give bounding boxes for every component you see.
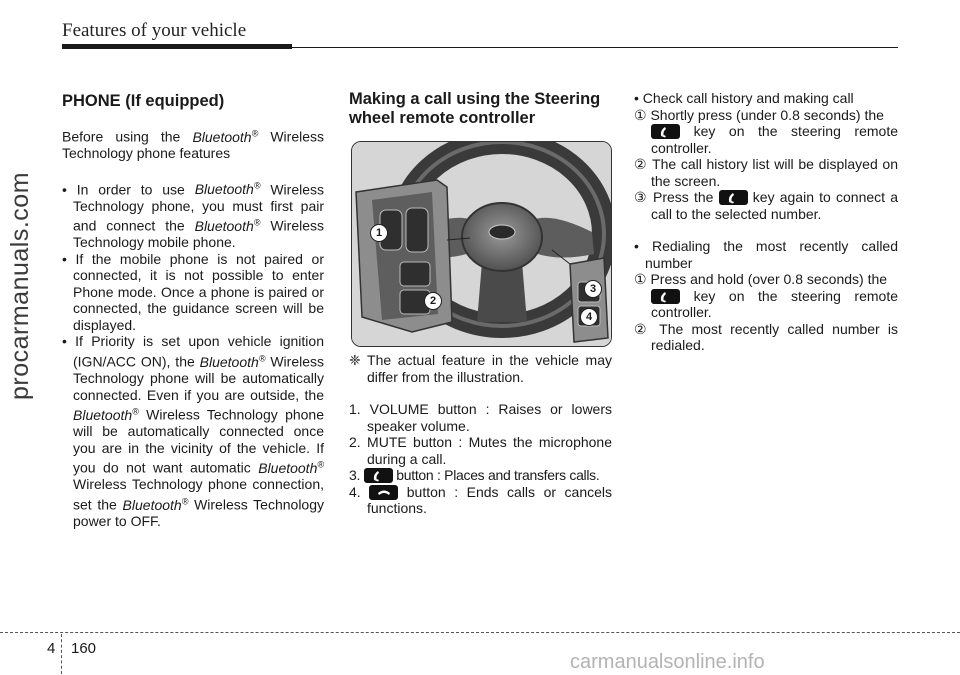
column-phone xyxy=(62,90,324,530)
step-press-hold: ① Press and hold (over 0.8 seconds) the key on the steering remote controller. xyxy=(634,271,898,320)
call-key-icon xyxy=(651,124,680,139)
side-watermark: procarmanuals.com xyxy=(6,171,34,400)
item-call: 3. button : Places and transfers calls. xyxy=(349,467,600,483)
header-rule-thick xyxy=(62,44,292,49)
steering-wheel-illustration xyxy=(351,141,612,347)
callout-3: 3 xyxy=(584,280,602,298)
bullet-pair-phone: • In order to use Bluetooth® Wireless Technology phone, you must first pair and connect the Bluetooth® Wireless Technology mobile phone. xyxy=(62,180,325,251)
bullet-priority: • If Priority is set upon vehicle ignition (IGN/ACC ON), the Bluetooth® Wireless Technology phone will be automatically connected. Even if you are outside, the Bluetooth® Wireless Technology phone will be automatically connected once you are in the vicinity of the vehicle. If you do not want automatic Bluetooth® Wireless Technology phone connection, set the Bluetooth® Wireless Technology power to OFF. xyxy=(62,333,325,530)
bottom-watermark: carmanualsonline.info xyxy=(570,651,765,673)
call-key-icon-2 xyxy=(719,190,748,205)
call-key-icon-3 xyxy=(651,289,680,304)
callout-4: 4 xyxy=(580,308,598,326)
column-steering-controls xyxy=(349,90,612,142)
callout-2: 2 xyxy=(424,292,442,310)
item-volume: 1. VOLUME button : Raises or lowers speaker volume. xyxy=(349,401,612,434)
page-header-title: Features of your vehicle xyxy=(62,20,247,41)
bullet-not-paired: • If the mobile phone is not paired or connected, it is not possible to enter Phone mode. Once a phone is paired or connected, the guidance screen will be displayed. xyxy=(62,250,324,333)
item-mute: 2. MUTE button : Mutes the microphone during a call. xyxy=(349,434,612,467)
item-end: 4. button : Ends calls or cancels functions. xyxy=(349,483,613,516)
footer-rule xyxy=(0,632,960,633)
step-redialed: ② The most recently called number is redialed. xyxy=(634,320,898,353)
call-icon xyxy=(364,468,393,483)
intro-paragraph: Before using the Bluetooth® Wireless Technology phone features xyxy=(62,128,325,162)
column-call-history xyxy=(634,90,898,354)
section-title-steering: Making a call using the Steering wheel remote controller xyxy=(349,90,601,127)
step-short-press: ① Shortly press (under 0.8 seconds) the key on the steering remote controller. xyxy=(634,106,898,156)
heading-call-history: • Check call history and making call xyxy=(634,90,854,106)
step-history-list: ② The call history list will be displayed on the screen. xyxy=(634,156,898,189)
footer-divider xyxy=(61,634,62,674)
section-title-phone: PHONE (If equipped) xyxy=(62,92,225,110)
illustration-note: ❈ The actual feature in the vehicle may differ from the illustration. xyxy=(349,352,612,385)
chapter-number: 4 xyxy=(47,640,56,657)
page-number: 160 xyxy=(71,640,97,657)
header-rule-thin xyxy=(292,47,898,48)
heading-redial: • Redialing the most recently called number xyxy=(634,238,898,271)
steering-wheel-drawing xyxy=(352,142,611,346)
callout-1: 1 xyxy=(370,224,388,242)
steering-notes xyxy=(349,352,612,517)
end-call-icon xyxy=(369,485,398,500)
step-press-again: ③ Press the key again to connect a call to the selected number. xyxy=(634,189,898,222)
